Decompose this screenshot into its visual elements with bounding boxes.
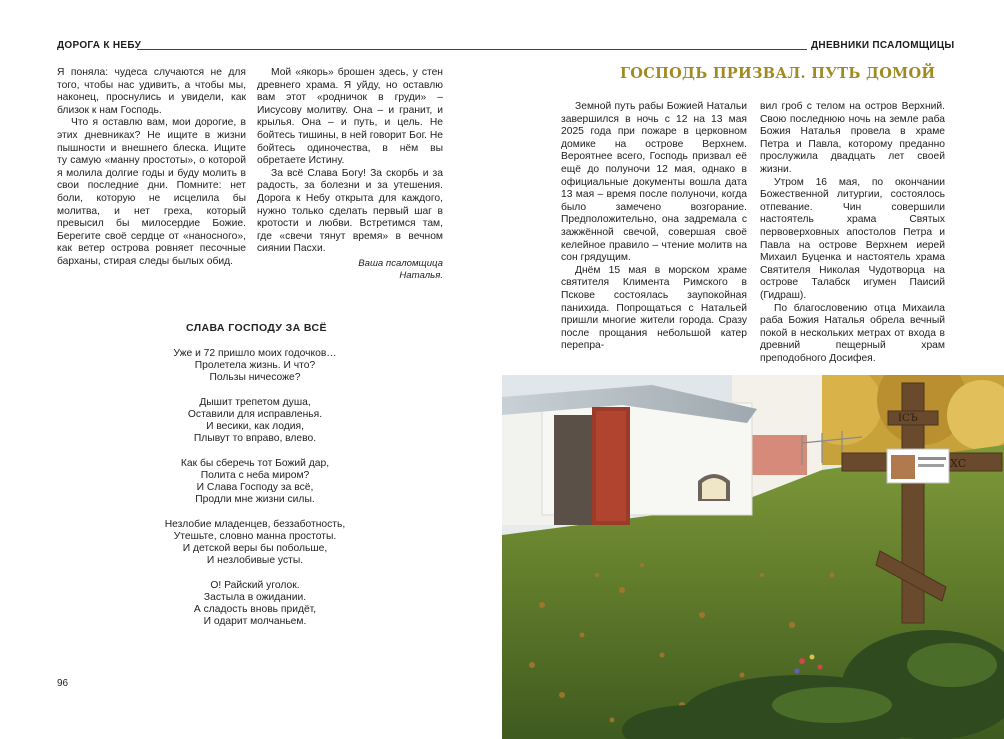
poem-line: О! Райский уголок.	[210, 579, 300, 591]
poem-line: И детской веры бы побольше,	[182, 543, 328, 555]
left-column-2	[257, 67, 443, 256]
poem-title: СЛАВА ГОСПОДУ ЗА ВСЁ	[186, 322, 327, 334]
poem-stanza	[130, 458, 380, 507]
paragraph: Днём 15 мая в морском храме святителя Климента Римского в Пскове состоялась заупокойная панихида. Попрощаться с Натальей пришли многие жители города. Сразу после прощания небольшой катер перепра-	[561, 264, 747, 352]
running-header-right: ДНЕВНИКИ ПСАЛОМЩИЦЫ	[811, 40, 955, 51]
grave-cross-photo	[502, 375, 1004, 739]
poem-line: И незлобивые усты.	[206, 555, 304, 567]
page-number: 96	[57, 678, 69, 689]
photo-illustration	[502, 375, 1004, 739]
paragraph: Мой «якорь» брошен здесь, у стен древнего храма. Я уйду, но оставлю вам этот «родничок в груди» – Иисусову молитву. Она – и гранит, и крылья. Она – и путь, и цель. Не бойтесь тишины, в ней говорит Бог. Не бойтесь одиночества, в нём вы обретаете Истину.	[257, 67, 443, 167]
paragraph: Что я оставлю вам, мои дорогие, в этих дневниках? Не ищите в жизни пышности и внешнего блеска. Ищите ту самую «манну простоты», о которой я молила долгие годы и буду молить в свои последние дни. Помните: нет боли, которую не исцелила бы молитва, и нет греха, который превысил бы милосердие Божие. Берегите своё сердце от «наносного», как ветер острова ровняет песочные барханы, стирая следы былых обид.	[57, 117, 246, 267]
poem-line: И Слава Господу за всё,	[196, 482, 314, 494]
left-column-1	[57, 67, 246, 269]
cross-sign-right: ХС	[950, 457, 967, 470]
poem-line: Застыла в ожидании.	[203, 592, 307, 603]
poem-stanza	[130, 348, 380, 385]
poem-stanza	[130, 519, 380, 568]
running-header-left: ДОРОГА К НЕБУ	[57, 40, 142, 51]
poem-line: И весики, как лодия,	[206, 421, 304, 433]
paragraph: За всё Слава Богу! За скорбь и за радость, за болезни и за утешения. Дорога к Небу открыта для каждого, нужно только сделать первый шаг в кротости и любви. Встретимся там, где «свечи тянут время» в вечном сиянии Пасхи.	[257, 167, 443, 255]
poem-line: Утешьте, словно манна простоты.	[173, 531, 337, 542]
paragraph: По благословению отца Михаила раба Божия Наталья обрела вечный покой в нескольких метрах от входа в древний пещерный храм преподобного Досифея.	[760, 302, 945, 364]
right-column-1	[561, 101, 747, 353]
right-column-2	[760, 101, 945, 365]
poem-line: Пользы ничесоже?	[209, 372, 301, 384]
signature	[300, 258, 443, 282]
paragraph: вил гроб с телом на остров Верхний. Свою последнюю ночь на земле раба Божия Наталья провела в храме Петра и Павла, которому преданно прослужила двадцать лет своей жизни.	[760, 101, 945, 175]
cross-sign-left: ІСЪ	[898, 413, 918, 424]
poem-line: Дышит трепетом душа,	[199, 396, 311, 408]
signature-name: Наталья.	[399, 270, 443, 281]
poem-line: Оставили для исправленья.	[187, 409, 323, 420]
paragraph: Утром 16 мая, по окончании Божественной литургии, состоялось отпевание. Чин совершили настоятель храма Святых первоверховных апостолов Петра и Павла на острове Верхнем иерей Михаил Буценка и настоятель храма Святителя Николая Чудотворца на острове Талабск игумен Паисий (Гидраш).	[760, 176, 945, 301]
paragraph: Земной путь рабы Божией Натальи завершился в ночь с 12 на 13 мая 2025 года при пожаре в церковном домике на острове Верхнем. Вероятнее всего, Господь призвал её ещё до полуночи 12 мая, однако в официальные документы вошла дата 13 мая – время после полуночи, когда было замечено возгорание. Предположительно, она задремала с зажжённой свечой, совершая своё келейное правило – чтение молитв на сон грядущим.	[561, 101, 747, 264]
paragraph: Я поняла: чудеса случаются не для того, чтобы нас удивить, а чтобы мы, наконец, проснулись и увидели, как близок к нам Господь.	[57, 67, 246, 116]
poem-line: Плывут то вправо, влево.	[193, 433, 317, 445]
poem-line: Пролетела жизнь. И что?	[194, 360, 316, 372]
article-title: ГОСПОДЬ ПРИЗВАЛ. ПУТЬ ДОМОЙ	[620, 65, 936, 82]
poem-line: Уже и 72 пришло моих годочков…	[173, 348, 337, 359]
poem-stanza	[130, 397, 380, 446]
signature-line: Ваша псаломщица	[358, 258, 443, 269]
poem-line: Полита с неба миром?	[200, 470, 310, 481]
poem-line: А сладость вновь придёт,	[193, 604, 317, 616]
poem-line: И одарит молчаньем.	[203, 616, 307, 628]
poem-line: Продли мне жизни силы.	[195, 494, 315, 506]
poem-line: Как бы сберечь тот Божий дар,	[180, 457, 330, 469]
header-rule	[137, 49, 807, 50]
poem-stanza	[130, 580, 380, 629]
poem	[130, 348, 380, 641]
poem-line: Незлобие младенцев, беззаботность,	[164, 518, 346, 530]
